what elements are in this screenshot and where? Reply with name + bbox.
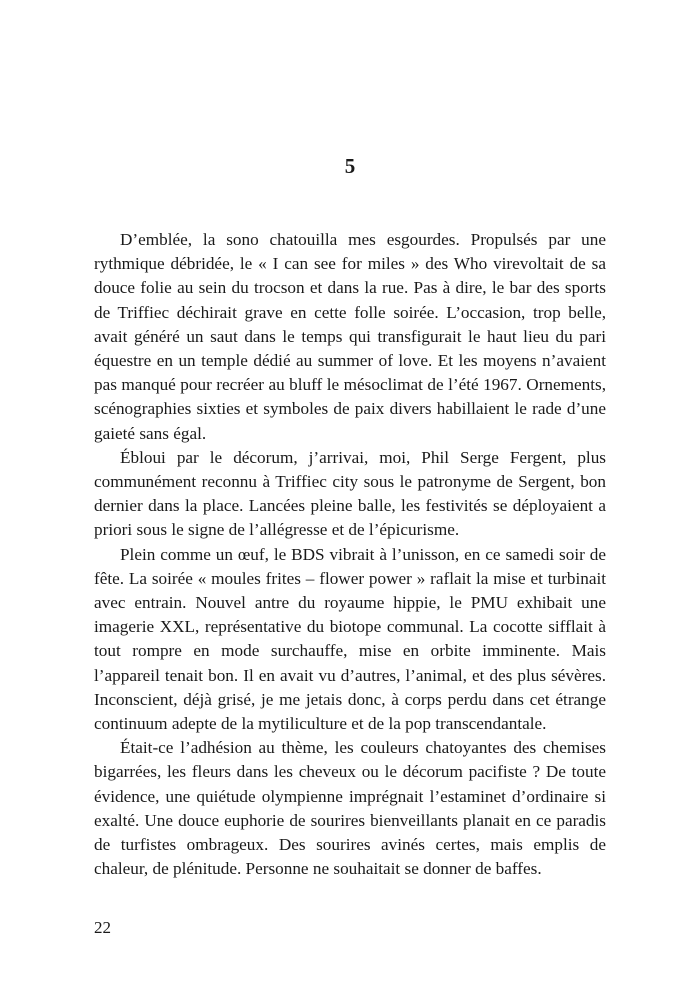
paragraph: Ébloui par le décorum, j’arrivai, moi, Phil Serge Fergent, plus communément reconnu à Triffiec city sous le patronyme de Sergent, bon dernier dans la place. Lancées pleine balle, les festivités se déployaient a priori sous le signe de l’allégresse et de l’épicurisme. xyxy=(94,447,606,540)
chapter-number: 5 xyxy=(344,154,356,178)
paragraph: D’emblée, la sono chatouilla mes esgourdes. Propulsés par une rythmique débridée, le « I can see for miles » des Who virevoltait de sa douce folie au sein du trocson et dans la rue. Pas à dire, le bar des sports de Triffiec déchirait grave en cette folle soirée. L’occasion, trop belle, avait généré un saut dans le temps qui transfigurait le haut lieu du pari équestre en un temple dédié au summer of love. Et les moyens n’avaient pas manqué pour recréer au bluff le mésoclimat de l’été 1967. Ornements, scénographies sixties et symboles de paix divers habillaient le rade d’une gaieté sans égal. xyxy=(94,230,606,443)
paragraph: Plein comme un œuf, le BDS vibrait à l’unisson, en ce samedi soir de fête. La soirée « moules frites – flower power » raflait la mise et turbinait avec entrain. Nouvel antre du royaume hippie, le PMU exhibait une imagerie XXL, représentative du biotope communal. La cocotte sifflait à tout rompre en mode surchauffe, mise en orbite imminente. Mais l’appareil tenait bon. Il en avait vu d’autres, l’animal, et des plus sévères. Inconscient, déjà grisé, je me jetais donc, à corps perdu dans cet étrange continuum adepte de la mytiliculture et de la pop transcendantale. xyxy=(94,544,606,734)
chapter-body xyxy=(94,228,606,881)
paragraph: Était-ce l’adhésion au thème, les couleurs chatoyantes des chemises bigarrées, les fleurs dans les cheveux ou le décorum pacifiste ? De toute évidence, une quiétude olympienne imprégnait l’estaminet d’ordinaire si exalté. Une douce euphorie de sourires bienveillants planait en ce paradis de turfistes ombrageux. Des sourires avinés certes, mais emplis de chaleur, de plénitude. Personne ne souhaitait se donner de baffes. xyxy=(94,738,606,879)
page-number: 22 xyxy=(94,918,111,937)
